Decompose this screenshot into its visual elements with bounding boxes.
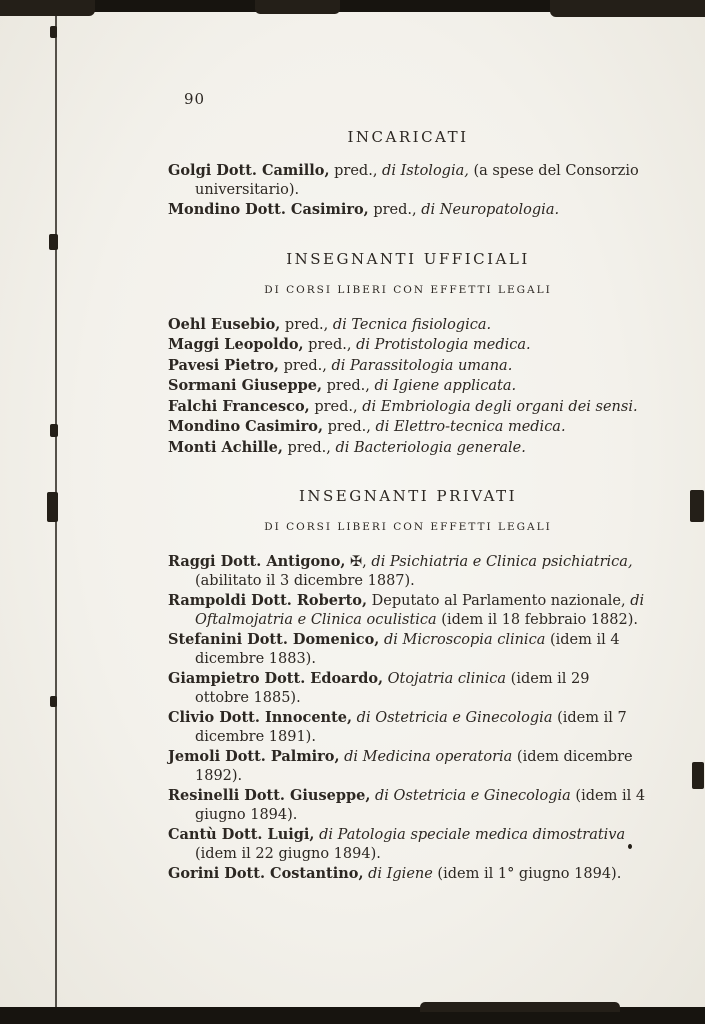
scan-edge-top-bump-left (0, 0, 95, 16)
entry-segment: Clivio Dott. Innocente, (168, 709, 353, 726)
entry-segment: pred., (278, 357, 332, 374)
entry-segment: pred., (282, 439, 336, 456)
entry-segment: pred., (329, 163, 383, 179)
section-subheading: DI CORSI LIBERI CON EFFETTI LEGALI (264, 521, 552, 533)
entry-segment: Mondino Casimiro, (168, 418, 323, 435)
entry (168, 592, 648, 629)
entry-segment: (idem il 22 giugno 1894). (195, 845, 381, 862)
entry-segment: (abilitato il 3 dicembre 1887). (195, 572, 415, 589)
entry (168, 377, 648, 396)
entry-segment: Monti Achille, (168, 438, 283, 456)
entry-segment: di Ostetricia e Ginecologia (356, 710, 553, 726)
entry (168, 162, 648, 199)
scan-mark-left-2 (49, 234, 58, 250)
entry-segment: pred., (368, 202, 422, 218)
section-subheading: DI CORSI LIBERI CON EFFETTI LEGALI (264, 283, 552, 296)
scan-edge-top-bump-mid (255, 0, 340, 14)
entry-segment: Stefanini Dott. Domenico, (168, 631, 380, 648)
entry-segment: pred., (309, 398, 363, 415)
entry-segment: di Igiene (368, 866, 433, 882)
entry-segment: Sormani Giuseppe, (168, 377, 322, 394)
entry-segment: di Igiene applicata. (374, 378, 517, 394)
section-heading: INSEGNANTI UFFICIALI (286, 249, 530, 268)
entry-segment: Pavesi Pietro, (168, 356, 279, 374)
entry-segment: di Parassitologia umana. (331, 357, 513, 374)
entry (168, 553, 648, 590)
scan-edge-bottom-bump (420, 1002, 620, 1012)
scan-edge-top-bump-right (550, 0, 705, 17)
entry-segment: pred., (322, 378, 375, 394)
entry-segment: Gorini Dott. Costantino, (168, 865, 364, 882)
entry (168, 357, 648, 376)
entry (168, 336, 648, 355)
scan-mark-left-4 (47, 492, 58, 522)
entry (168, 865, 648, 884)
section-heading: INSEGNANTI PRIVATI (298, 487, 518, 505)
entry-segment: di Ostetricia e Ginecologia (375, 788, 571, 804)
entry-segment: di Medicina operatoria (344, 749, 513, 765)
entry-segment: pred., (303, 337, 357, 353)
entry-segment: Maggi Leopoldo, (168, 336, 304, 353)
entry (168, 709, 648, 746)
entry-segment: Cantù Dott. Luigi, (168, 826, 315, 843)
entry-segment: di Neuropatologia. (421, 202, 560, 218)
entry-segment: Giampietro Dott. Edoardo, (168, 670, 384, 687)
entry (168, 201, 648, 220)
entry-segment: Oehl Eusebio, (168, 315, 281, 333)
entry (168, 631, 648, 668)
scan-mark-right-1 (690, 490, 704, 522)
entry-segment: Deputato al Parlamento nazionale, (367, 593, 631, 609)
entry (168, 748, 648, 785)
entry (168, 439, 648, 458)
entry-segment: Golgi Dott. Camillo, (168, 162, 330, 179)
entry-segment: di Istologia, (382, 163, 469, 179)
entry-segment: Otojatria clinica (387, 671, 507, 687)
entry (168, 787, 648, 824)
entry (168, 398, 648, 417)
entry-segment: di Embriologia degli organi dei sensi. (362, 398, 638, 415)
entry-segment: di Oftalmojatria e Clinica oculistica (195, 593, 645, 628)
scan-mark-left-5 (50, 696, 57, 707)
scan-mark-left-3 (50, 424, 58, 437)
section (168, 487, 648, 884)
entry-segment: di Psichiatria e Clinica psichiatrica, (371, 554, 633, 570)
section (168, 250, 648, 458)
entry-segment: (a spese del Consorzio universitario). (195, 163, 639, 198)
page-content (168, 128, 648, 914)
entry-segment: (idem il 4 giugno 1894). (195, 788, 646, 823)
entry-segment: Raggi Dott. Antigono, (168, 553, 346, 570)
scan-mark-right-2 (692, 762, 704, 789)
entry-segment: pred., (323, 419, 376, 435)
entry-segment: (idem il 18 febbraio 1882). (436, 611, 638, 628)
entry-segment: di Patologia speciale medica dimostrativa (319, 827, 626, 843)
entry-segment: di Bacteriologia generale. (335, 439, 526, 456)
entry (168, 418, 648, 437)
entry (168, 316, 648, 335)
entry-segment: (idem dicembre 1892). (195, 749, 633, 784)
entry-segment: di Protistologia medica. (356, 337, 531, 353)
entry-segment: di Microscopia clinica (383, 632, 546, 648)
entry-segment: di Elettro-tecnica medica. (375, 419, 566, 435)
scan-speck (628, 844, 632, 849)
entry-segment: Rampoldi Dott. Roberto, (168, 592, 368, 609)
section (168, 128, 648, 220)
entry (168, 670, 648, 707)
section-heading: INCARICATI (347, 128, 469, 146)
entry-segment: di Tecnica fisiologica. (332, 316, 492, 333)
entry-segment: Resinelli Dott. Giuseppe, (168, 787, 371, 804)
entry-list (168, 162, 648, 220)
page-number: 90 (184, 90, 206, 108)
entry-list (168, 316, 648, 458)
entry-list (168, 553, 648, 884)
entry-segment: (idem il 29 ottobre 1885). (195, 671, 590, 706)
entry-segment: (idem il 7 dicembre 1891). (195, 710, 627, 745)
entry-segment: (idem il 4 dicembre 1883). (195, 632, 620, 667)
scan-mark-left-1 (50, 26, 57, 38)
entry-segment: ✠, (345, 554, 372, 570)
entry-segment: Mondino Dott. Casimiro, (168, 201, 369, 218)
entry-segment: Jemoli Dott. Palmiro, (168, 748, 340, 765)
entry-segment: (idem il 1° giugno 1894). (432, 866, 622, 882)
entry-segment: pred., (280, 316, 333, 333)
entry (168, 826, 648, 863)
entry-segment: Falchi Francesco, (168, 397, 310, 415)
